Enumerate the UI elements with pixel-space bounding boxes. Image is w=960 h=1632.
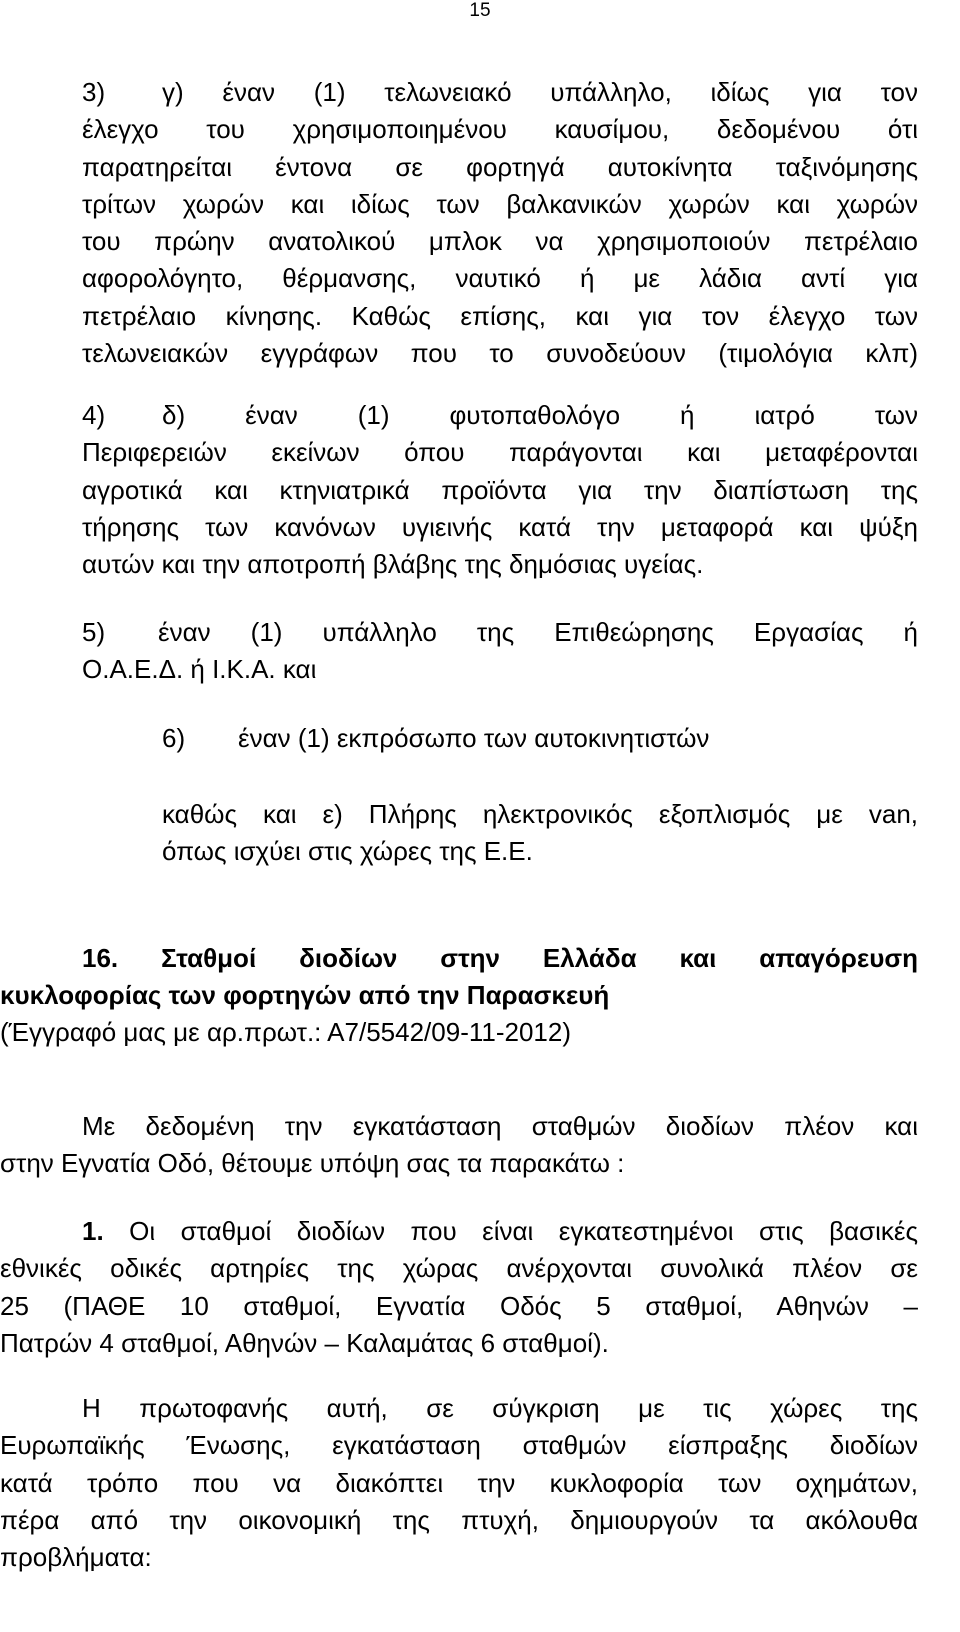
para-2-line-4: πέρα από την οικονομική της πτυχή, δημιουργούν τα ακόλουθα [0, 1504, 918, 1535]
para-2-line-3: κατά τρόπο που να διακόπτει την κυκλοφορία των οχημάτων, [0, 1467, 918, 1498]
item-4-line-2: Περιφερειών εκείνων όπου παράγονται και μεταφέρονται [82, 437, 918, 468]
point-1-line-4: Πατρών 4 σταθμοί, Αθηνών – Καλαμάτας 6 σταθμοί). [0, 1327, 609, 1358]
item-3-line-4: τρίτων χωρών και ιδίως των βαλκανικών χωρών και χωρών [82, 188, 918, 219]
section-16-point-1 [0, 1213, 918, 1362]
para-2-line-2: Ευρωπαϊκής Ένωσης, εγκατάσταση σταθμών είσπραξης διοδίων [0, 1430, 918, 1461]
item-6-number: 6) [162, 723, 186, 753]
item-4-line-3: αγροτικά και κτηνιατρικά προϊόντα για την διαπίστωση της [82, 474, 918, 505]
item-4-line-4: τήρησης των κανόνων υγιεινής κατά την μεταφορά και ψύξη [82, 511, 918, 542]
equipment-line-1: καθώς και ε) Πλήρης ηλεκτρονικός εξοπλισμός με van, [162, 799, 918, 829]
para-2-line-5: προβλήματα: [0, 1542, 152, 1573]
item-5-line-2: Ο.Α.Ε.Δ. ή Ι.Κ.Α. και [82, 654, 317, 685]
equipment-note [162, 796, 918, 871]
intro-line-1: Με δεδομένη την εγκατάσταση σταθμών διοδίων πλέον και [82, 1111, 918, 1141]
item-4 [82, 397, 918, 583]
reference-line: (Έγγραφό μας με αρ.πρωτ.: Α7/5542/09-11-2012) [0, 1017, 571, 1047]
point-1-line-1: 1. Οι σταθμοί διοδίων που είναι εγκατεστημένοι στις βασικές [82, 1216, 918, 1246]
section-16-heading [0, 940, 918, 1015]
item-4-number: 4) [82, 400, 106, 430]
section-16-heading-line-2: κυκλοφορίας των φορτηγών από την Παρασκευή [0, 980, 610, 1011]
item-4-line-5: αυτών και την αποτροπή βλάβης της δημόσιας υγείας. [82, 549, 704, 580]
item-6-line-1: 6) έναν (1) εκπρόσωπο των αυτοκινητιστών [162, 720, 709, 757]
item-3-line-2: έλεγχο του χρησιμοποιημένου καυσίμου, δεδομένου ότι [82, 114, 918, 145]
point-1-line-2: εθνικές οδικές αρτηρίες της χώρας ανέρχονται συνολικά πλέον σε [0, 1253, 918, 1284]
intro-line-2: στην Εγνατία Οδό, θέτουμε υπόψη σας τα παρακάτω : [0, 1148, 625, 1179]
item-3-line-8: τελωνειακών εγγράφων που το συνοδεύουν (τιμολόγια κλπ) [82, 338, 918, 369]
section-16-heading-line-1: 16. Σταθμοί διοδίων στην Ελλάδα και απαγόρευση [82, 943, 918, 973]
item-6 [162, 720, 709, 757]
page-number: 15 [469, 0, 491, 21]
equipment-line-2: όπως ισχύει στις χώρες της Ε.Ε. [162, 836, 533, 867]
para-2-line-1: Η πρωτοφανής αυτή, σε σύγκριση με τις χώρες της [82, 1393, 918, 1423]
item-3-number: 3) [82, 77, 106, 107]
section-16-intro [0, 1108, 918, 1183]
item-3-line-6: αφορολόγητο, θέρμανσης, ναυτικό ή με λάδια αντί για [82, 263, 918, 294]
point-1-number: 1. [82, 1216, 104, 1246]
section-16-reference [0, 1014, 571, 1051]
item-4-line-1: 4) δ) έναν (1) φυτοπαθολόγο ή ιατρό των [82, 397, 918, 434]
section-16-number: 16. [82, 943, 119, 973]
item-3-line-5: του πρώην ανατολικού μπλοκ να χρησιμοποιούν πετρέλαιο [82, 226, 918, 257]
item-3-line-3: παρατηρείται έντονα σε φορτηγά αυτοκίνητα ταξινόμησης [82, 151, 918, 182]
item-5 [82, 614, 918, 689]
item-3 [82, 74, 918, 372]
item-3-line-7: πετρέλαιο κίνησης. Καθώς επίσης, και για τον έλεγχο των [82, 300, 918, 331]
section-16-paragraph-2 [0, 1390, 918, 1576]
item-3-line-1: 3) γ) έναν (1) τελωνειακό υπάλληλο, ιδίως για τον [82, 74, 918, 111]
item-5-number: 5) [82, 617, 106, 647]
point-1-line-3: 25 (ΠΑΘΕ 10 σταθμοί, Εγνατία Οδός 5 σταθμοί, Αθηνών – [0, 1290, 918, 1321]
item-5-line-1: 5) έναν (1) υπάλληλο της Επιθεώρησης Εργασίας ή [82, 614, 918, 651]
